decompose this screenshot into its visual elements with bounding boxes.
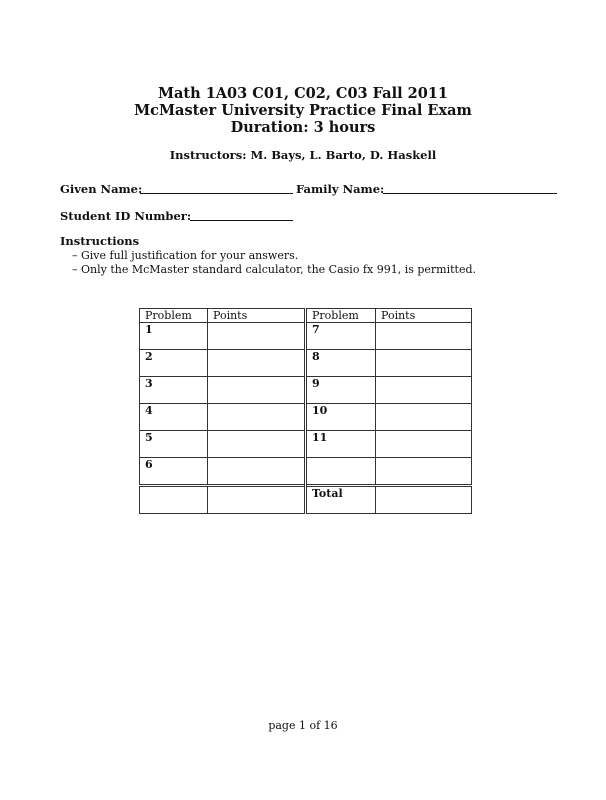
student-id-label: Student ID Number: (60, 209, 192, 223)
instruction-item: – Give full justification for your answers. (72, 249, 476, 263)
table-row (140, 458, 472, 486)
column-header: Problem (140, 309, 208, 323)
given-name-label: Given Name: (60, 182, 143, 196)
problem-number: 7 (306, 323, 376, 350)
score-table (139, 308, 472, 514)
problem-number: 4 (140, 404, 208, 431)
family-name-line[interactable] (383, 193, 557, 194)
problem-number: 2 (140, 350, 208, 377)
problem-number: 1 (140, 323, 208, 350)
exam-duration: Duration: 3 hours (230, 119, 376, 136)
total-label: Total (306, 486, 376, 514)
points-cell[interactable] (208, 323, 306, 350)
column-header: Points (208, 309, 306, 323)
page-number: page 1 of 16 (268, 719, 338, 732)
student-id-line[interactable] (190, 220, 293, 221)
family-name-label: Family Name: (296, 182, 385, 196)
table-row (140, 350, 472, 377)
exam-university-title: McMaster University Practice Final Exam (134, 102, 472, 119)
empty-cell (208, 486, 306, 514)
score-table-header (140, 309, 472, 323)
instruction-item: – Only the McMaster standard calculator, the Casio fx 991, is permitted. (72, 263, 476, 277)
problem-number: 10 (306, 404, 376, 431)
problem-number: 5 (140, 431, 208, 458)
empty-cell (140, 486, 208, 514)
table-row (140, 377, 472, 404)
instructors-line: Instructors: M. Bays, L. Barto, D. Haskell (169, 148, 437, 162)
points-cell[interactable] (376, 404, 472, 431)
instructions-list (72, 249, 476, 276)
exam-course-title: Math 1A03 C01, C02, C03 Fall 2011 (157, 85, 448, 102)
points-cell[interactable] (376, 458, 472, 486)
total-points-cell[interactable] (376, 486, 472, 514)
problem-number: 3 (140, 377, 208, 404)
total-row (140, 486, 472, 514)
points-cell[interactable] (376, 350, 472, 377)
table-row (140, 323, 472, 350)
points-cell[interactable] (376, 377, 472, 404)
instructions-heading: Instructions (60, 234, 140, 248)
points-cell[interactable] (376, 431, 472, 458)
column-header: Problem (306, 309, 376, 323)
table-row (140, 404, 472, 431)
table-row (140, 431, 472, 458)
problem-number: 9 (306, 377, 376, 404)
problem-number (306, 458, 376, 486)
points-cell[interactable] (208, 350, 306, 377)
problem-number: 11 (306, 431, 376, 458)
points-cell[interactable] (208, 431, 306, 458)
problem-number: 8 (306, 350, 376, 377)
problem-number: 6 (140, 458, 208, 486)
points-cell[interactable] (208, 458, 306, 486)
given-name-line[interactable] (140, 193, 293, 194)
points-cell[interactable] (208, 377, 306, 404)
points-cell[interactable] (376, 323, 472, 350)
column-header: Points (376, 309, 472, 323)
points-cell[interactable] (208, 404, 306, 431)
